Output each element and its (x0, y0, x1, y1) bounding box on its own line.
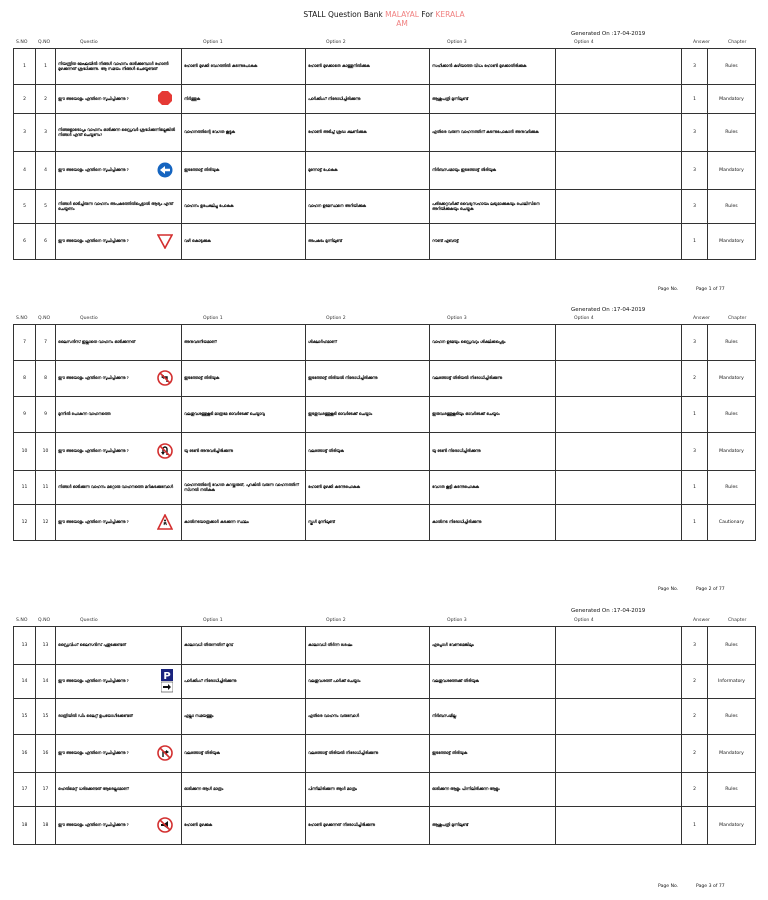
question-cell (56, 627, 182, 665)
question-text: ഈ അടയാളം എന്തിനെ സൂചിപ്പിക്കുന്നു ? (58, 678, 129, 684)
sno-cell: 14 (14, 665, 36, 699)
option1-cell: കാൽനടയാത്രക്കാർ കടക്കുന്ന സ്ഥലം (182, 505, 306, 541)
option3-cell: എപ്പോൾ വേണമെങ്കിലും (430, 627, 556, 665)
sno-cell: 15 (14, 699, 36, 735)
question-table (13, 324, 756, 541)
page-number-label: Page No. (658, 884, 679, 889)
chapter-cell: Rules (708, 627, 756, 665)
generated-on: Generated On :17-04-2019 (571, 31, 646, 37)
road-sign-icon (157, 745, 173, 762)
answer-cell: 3 (682, 433, 708, 471)
question-text: ലൈസൻസ് ഇല്ലാതെ വാഹനം ഓടിക്കുന്നത് (58, 339, 136, 345)
qno-cell: 5 (36, 190, 56, 224)
question-cell (56, 114, 182, 152)
question-cell (56, 190, 182, 224)
qno-cell: 3 (36, 114, 56, 152)
table-row (14, 699, 756, 735)
option4-cell (556, 471, 682, 505)
question-text: രാത്രിയിൽ ഡിം ലൈറ്റ് ഉപയോഗിക്കേണ്ടത് (58, 713, 133, 719)
question-cell (56, 433, 182, 471)
option4-cell (556, 114, 682, 152)
option3-cell: കാൽനട നിരോധിച്ചിരിക്കുന്നു (430, 505, 556, 541)
question-cell (56, 152, 182, 190)
answer-cell: 2 (682, 773, 708, 807)
option2-cell: വലത്തോട്ട് തിരിയുക (306, 433, 430, 471)
sno-cell: 18 (14, 807, 36, 845)
chapter-cell: Rules (708, 471, 756, 505)
sno-cell: 12 (14, 505, 36, 541)
table-row (14, 735, 756, 773)
qno-cell: 6 (36, 224, 56, 260)
question-text: നിയന്ത്രിത മേഖലയിൽ നിങ്ങൾ വാഹനം ഓടിക്കുമ്പോൾ ഹോൺ മുഴക്കുന്നത് ശ്രദ്ധിക്കുന്നു. ആ സമയം നിങ്ങൾ ചെയ്യേണ്ടത് (58, 61, 169, 71)
doc-title: STALL Question Bank MALAYAL AM For KERALA (303, 10, 465, 28)
option1-cell: വാഹനത്തിന്റെ വേഗത കൂട്ടുക (182, 114, 306, 152)
header-opt1: Option 1 (203, 40, 223, 45)
option4-cell (556, 433, 682, 471)
answer-cell: 1 (682, 471, 708, 505)
chapter-cell: Mandatory (708, 224, 756, 260)
chapter-cell: Mandatory (708, 433, 756, 471)
road-sign-icon (157, 162, 173, 179)
answer-cell: 3 (682, 152, 708, 190)
sno-cell: 7 (14, 325, 36, 361)
option2-cell: എതിരെ വാഹനം വരുമ്പോൾ (306, 699, 430, 735)
sno-cell: 16 (14, 735, 36, 773)
question-table (13, 626, 756, 845)
option4-cell (556, 361, 682, 397)
table-row (14, 773, 756, 807)
option2-cell: വലതുവശത്ത് പാർക്ക് ചെയ്യാം (306, 665, 430, 699)
option1-cell: വലത്തോട്ട് തിരിയുക (182, 735, 306, 773)
option2-cell: ശിക്ഷാർഹമാണ് (306, 325, 430, 361)
question-cell (56, 735, 182, 773)
table-row (14, 152, 756, 190)
answer-cell: 1 (682, 397, 708, 433)
header-opt2: Option 2 (326, 618, 346, 623)
header-opt3: Option 3 (447, 618, 467, 623)
option1-cell: പാർക്കിംഗ് നിരോധിച്ചിരിക്കുന്നു (182, 665, 306, 699)
option2-cell: മുന്നോട്ട് പോകുക (306, 152, 430, 190)
question-text: ഡ്രൈവിംഗ് ലൈസൻസ് പുതുക്കേണ്ടത് (58, 642, 126, 648)
header-answer: Answer (693, 316, 710, 321)
question-text: ഈ അടയാളം എന്തിനെ സൂചിപ്പിക്കുന്നു ? (58, 238, 129, 244)
option1-cell: വലതുവശത്തുകൂടി മാത്രമേ ഓവർടേക്ക് ചെയ്യാവൂ (182, 397, 306, 433)
option3-cell: നിർബന്ധമില്ല (430, 699, 556, 735)
table-row (14, 505, 756, 541)
header-qno: Q.NO (38, 618, 51, 623)
road-sign-icon (157, 370, 173, 387)
road-sign-icon (157, 443, 173, 460)
chapter-cell: Mandatory (708, 361, 756, 397)
option1-cell: ഓടിക്കുന്ന ആൾ മാത്രം (182, 773, 306, 807)
option4-cell (556, 49, 682, 85)
sno-cell: 11 (14, 471, 36, 505)
chapter-cell: Rules (708, 114, 756, 152)
road-sign-icon (161, 669, 173, 694)
option2-cell: പിന്നിലിരിക്കുന്ന ആൾ മാത്രം (306, 773, 430, 807)
option2-cell: ഹോൺ മുഴക്കാതെ കാത്തുനിൽക്കുക (306, 49, 430, 85)
qno-cell: 12 (36, 505, 56, 541)
qno-cell: 15 (36, 699, 56, 735)
question-cell (56, 325, 182, 361)
header-chapter: Chapter (728, 618, 747, 623)
question-text: ഈ അടയാളം എന്തിനെ സൂചിപ്പിക്കുന്നു ? (58, 167, 129, 173)
qno-cell: 10 (36, 433, 56, 471)
table-row (14, 433, 756, 471)
chapter-cell: Cautionary (708, 505, 756, 541)
option3-cell: നിർബന്ധമായും ഇടത്തോട്ട് തിരിയുക (430, 152, 556, 190)
option3-cell: വലതുവശത്തേക്ക് തിരിയുക (430, 665, 556, 699)
header-sno: S.NO (16, 618, 28, 623)
option4-cell (556, 505, 682, 541)
option4-cell (556, 325, 682, 361)
option4-cell (556, 224, 682, 260)
sno-cell: 5 (14, 190, 36, 224)
page-number-label: Page No. (658, 587, 679, 592)
question-cell (56, 471, 182, 505)
page-number: Page 1 of 77 (696, 287, 725, 292)
sno-cell: 4 (14, 152, 36, 190)
qno-cell: 8 (36, 361, 56, 397)
option3-cell: യു ടേൺ നിരോധിച്ചിരിക്കുന്നു (430, 433, 556, 471)
qno-cell: 16 (36, 735, 56, 773)
chapter-cell: Rules (708, 699, 756, 735)
sno-cell: 1 (14, 49, 36, 85)
chapter-cell: Mandatory (708, 152, 756, 190)
question-cell (56, 665, 182, 699)
header-answer: Answer (693, 40, 710, 45)
chapter-cell: Rules (708, 397, 756, 433)
question-text: ഈ അടയാളം എന്തിനെ സൂചിപ്പിക്കുന്നു ? (58, 95, 129, 101)
option2-cell: ഹോൺ മുഴക്കുന്നത് നിരോധിച്ചിരിക്കുന്നു (306, 807, 430, 845)
road-sign-icon (157, 90, 173, 107)
question-cell (56, 807, 182, 845)
chapter-cell: Informatory (708, 665, 756, 699)
answer-cell: 2 (682, 665, 708, 699)
option1-cell: എല്ലാ സമയത്തും (182, 699, 306, 735)
question-cell (56, 361, 182, 397)
option3-cell: സഹിക്കാൻ കഴിയാത്ത വിധം ഹോൺ മുഴക്കാതിരിക്കുക (430, 49, 556, 85)
option1-cell: ഹോൺ മുഴക്കി വേഗത്തിൽ കടന്നുപോകുക (182, 49, 306, 85)
option1-cell: ഇടത്തോട്ട് തിരിയുക (182, 361, 306, 397)
option4-cell (556, 190, 682, 224)
header-opt4: Option 4 (574, 618, 594, 623)
option2-cell: സ്കൂൾ മുന്നിലുണ്ട് (306, 505, 430, 541)
generated-on: Generated On :17-04-2019 (571, 307, 646, 313)
option4-cell (556, 152, 682, 190)
question-text: ഈ അടയാളം എന്തിനെ സൂചിപ്പിക്കുന്നു ? (58, 519, 129, 525)
option2-cell: ഹോൺ അടിച്ച് ശ്രദ്ധ ക്ഷണിക്കുക (306, 114, 430, 152)
answer-cell: 1 (682, 807, 708, 845)
option1-cell: യു ടേൺ അനുവദിച്ചിരിക്കുന്നു (182, 433, 306, 471)
answer-cell: 3 (682, 114, 708, 152)
qno-cell: 13 (36, 627, 56, 665)
option2-cell: ഇടത്തോട്ട് തിരിയൽ നിരോധിച്ചിരിക്കുന്നു (306, 361, 430, 397)
chapter-cell: Mandatory (708, 85, 756, 114)
qno-cell: 2 (36, 85, 56, 114)
option2-cell: വാഹന ഉടമസ്ഥനെ അറിയിക്കുക (306, 190, 430, 224)
option4-cell (556, 807, 682, 845)
option3-cell: ആശുപത്രി മുന്നിലുണ്ട് (430, 807, 556, 845)
page-number: Page 2 of 77 (696, 587, 725, 592)
question-text: ഈ അടയാളം എന്തിനെ സൂചിപ്പിക്കുന്നു ? (58, 448, 129, 454)
question-text: ഈ അടയാളം എന്തിനെ സൂചിപ്പിക്കുന്നു ? (58, 750, 129, 756)
option2-cell: പാർക്കിംഗ് നിരോധിച്ചിരിക്കുന്നു (306, 85, 430, 114)
sno-cell: 6 (14, 224, 36, 260)
table-row (14, 224, 756, 260)
qno-cell: 1 (36, 49, 56, 85)
header-opt1: Option 1 (203, 618, 223, 623)
option1-cell: വാഹനം ഉപേക്ഷിച്ചു പോകുക (182, 190, 306, 224)
question-text: നിങ്ങൾ ഓടിച്ചിരുന്ന വാഹനം അപകടത്തിൽപ്പെട്ടാൽ ആദ്യം എന്ത് ചെയ്യണം (58, 201, 174, 211)
answer-cell: 3 (682, 190, 708, 224)
sno-cell: 8 (14, 361, 36, 397)
qno-cell: 7 (36, 325, 56, 361)
option3-cell: റൗണ്ട് എബൗട്ട് (430, 224, 556, 260)
header-opt1: Option 1 (203, 316, 223, 321)
road-sign-icon (157, 514, 173, 531)
road-sign-icon (157, 233, 173, 250)
option2-cell: അപകടം മുന്നിലുണ്ട് (306, 224, 430, 260)
page-number-label: Page No. (658, 287, 679, 292)
header-question: Questio (80, 618, 98, 623)
option4-cell (556, 699, 682, 735)
table-row (14, 665, 756, 699)
chapter-cell: Mandatory (708, 807, 756, 845)
option1-cell: വാഹനത്തിന്റെ വേഗത കുറയ്ക്കരുത്, പുറകിൽ വരുന്ന വാഹനത്തിന് സിഗ്നൽ നൽകുക (182, 471, 306, 505)
qno-cell: 17 (36, 773, 56, 807)
question-cell (56, 505, 182, 541)
question-text: നിങ്ങൾ ഓടിക്കുന്ന വാഹനം മറ്റൊരു വാഹനത്തെ മറികടക്കുമ്പോൾ (58, 484, 173, 490)
option3-cell: വലത്തോട്ട് തിരിയൽ നിരോധിച്ചിരിക്കുന്നു (430, 361, 556, 397)
header-opt3: Option 3 (447, 40, 467, 45)
header-opt2: Option 2 (326, 40, 346, 45)
header-opt4: Option 4 (574, 316, 594, 321)
option2-cell: വലത്തോട്ട് തിരിയൽ നിരോധിച്ചിരിക്കുന്നു (306, 735, 430, 773)
qno-cell: 18 (36, 807, 56, 845)
header-qno: Q.NO (38, 40, 51, 45)
header-sno: S.NO (16, 40, 28, 45)
option3-cell: ഓടിക്കുന്ന ആളും പിന്നിലിരിക്കുന്ന ആളും (430, 773, 556, 807)
question-cell (56, 85, 182, 114)
question-text: ഹെൽമെറ്റ് ധരിക്കേണ്ടത് ആരെല്ലാമാണ് (58, 786, 129, 792)
answer-cell: 1 (682, 505, 708, 541)
option1-cell: അനുവദനീയമാണ് (182, 325, 306, 361)
qno-cell: 4 (36, 152, 56, 190)
svg-text:P: P (163, 670, 171, 682)
option3-cell: ഇരുവശത്തുകൂടിയും ഓവർടേക്ക് ചെയ്യാം (430, 397, 556, 433)
table-row (14, 471, 756, 505)
page-number: Page 3 of 77 (696, 884, 725, 889)
qno-cell: 14 (36, 665, 56, 699)
table-row (14, 85, 756, 114)
header-opt2: Option 2 (326, 316, 346, 321)
generated-on: Generated On :17-04-2019 (571, 608, 646, 614)
table-row (14, 397, 756, 433)
option4-cell (556, 735, 682, 773)
table-row (14, 114, 756, 152)
answer-cell: 3 (682, 325, 708, 361)
header-question: Questio (80, 316, 98, 321)
option1-cell: വഴി കൊടുക്കുക (182, 224, 306, 260)
qno-cell: 11 (36, 471, 56, 505)
chapter-cell: Rules (708, 49, 756, 85)
question-text: മുന്നിൽ പോകുന്ന വാഹനത്തെ (58, 411, 111, 417)
answer-cell: 3 (682, 49, 708, 85)
option4-cell (556, 773, 682, 807)
option3-cell: ആശുപത്രി മുന്നിലുണ്ട് (430, 85, 556, 114)
chapter-cell: Mandatory (708, 735, 756, 773)
header-chapter: Chapter (728, 40, 747, 45)
sno-cell: 3 (14, 114, 36, 152)
question-cell (56, 397, 182, 433)
option1-cell: ഇടത്തോട്ട് തിരിയുക (182, 152, 306, 190)
table-row (14, 627, 756, 665)
question-table (13, 48, 756, 260)
answer-cell: 3 (682, 627, 708, 665)
answer-cell: 2 (682, 361, 708, 397)
question-text: നിങ്ങളോടൊപ്പം വാഹനം ഓടിക്കുന്ന ഡ്രൈവർ ശ്രദ്ധിക്കുന്നില്ലെങ്കിൽ നിങ്ങൾ എന്ത് ചെയ്യണം? (58, 127, 175, 137)
header-opt4: Option 4 (574, 40, 594, 45)
option3-cell: പരിക്കേറ്റവർക്ക് വൈദ്യസഹായം ലഭ്യമാക്കുകയും പോലീസിനെ അറിയിക്കുകയും ചെയ്യുക (430, 190, 556, 224)
header-opt3: Option 3 (447, 316, 467, 321)
option3-cell: എതിരെ വരുന്ന വാഹനത്തിന് കടന്നുപോകാൻ അനുവദിക്കുക (430, 114, 556, 152)
chapter-cell: Rules (708, 325, 756, 361)
sno-cell: 10 (14, 433, 36, 471)
sno-cell: 9 (14, 397, 36, 433)
header-sno: S.NO (16, 316, 28, 321)
option3-cell: വേഗത കൂട്ടി കടന്നുപോകുക (430, 471, 556, 505)
option4-cell (556, 85, 682, 114)
header-chapter: Chapter (728, 316, 747, 321)
answer-cell: 1 (682, 85, 708, 114)
option2-cell: ഇടതുവശത്തുകൂടി ഓവർടേക്ക് ചെയ്യാം (306, 397, 430, 433)
option3-cell: ഇടത്തോട്ട് തിരിയുക (430, 735, 556, 773)
option1-cell: കാലാവധി തീരുന്നതിന് മുമ്പ് (182, 627, 306, 665)
question-cell (56, 699, 182, 735)
table-row (14, 49, 756, 85)
question-cell (56, 49, 182, 85)
road-sign-icon (157, 817, 173, 834)
sno-cell: 2 (14, 85, 36, 114)
option4-cell (556, 627, 682, 665)
option1-cell: നിർത്തുക (182, 85, 306, 114)
answer-cell: 2 (682, 735, 708, 773)
header-answer: Answer (693, 618, 710, 623)
question-text: ഈ അടയാളം എന്തിനെ സൂചിപ്പിക്കുന്നു ? (58, 822, 129, 828)
option2-cell: കാലാവധി തീർന്ന ശേഷം (306, 627, 430, 665)
header-question: Questio (80, 40, 98, 45)
question-cell (56, 773, 182, 807)
table-row (14, 325, 756, 361)
question-text: ഈ അടയാളം എന്തിനെ സൂചിപ്പിക്കുന്നു ? (58, 375, 129, 381)
table-row (14, 190, 756, 224)
sno-cell: 13 (14, 627, 36, 665)
sno-cell: 17 (14, 773, 36, 807)
option4-cell (556, 397, 682, 433)
option3-cell: വാഹന ഉടമയും ഡ്രൈവറും ശിക്ഷിക്കപ്പെടും (430, 325, 556, 361)
table-row (14, 361, 756, 397)
option2-cell: ഹോൺ മുഴക്കി കടന്നുപോകുക (306, 471, 430, 505)
option1-cell: ഹോൺ മുഴക്കുക (182, 807, 306, 845)
question-cell (56, 224, 182, 260)
table-row (14, 807, 756, 845)
option4-cell (556, 665, 682, 699)
chapter-cell: Rules (708, 190, 756, 224)
answer-cell: 2 (682, 699, 708, 735)
chapter-cell: Rules (708, 773, 756, 807)
qno-cell: 9 (36, 397, 56, 433)
answer-cell: 1 (682, 224, 708, 260)
header-qno: Q.NO (38, 316, 51, 321)
